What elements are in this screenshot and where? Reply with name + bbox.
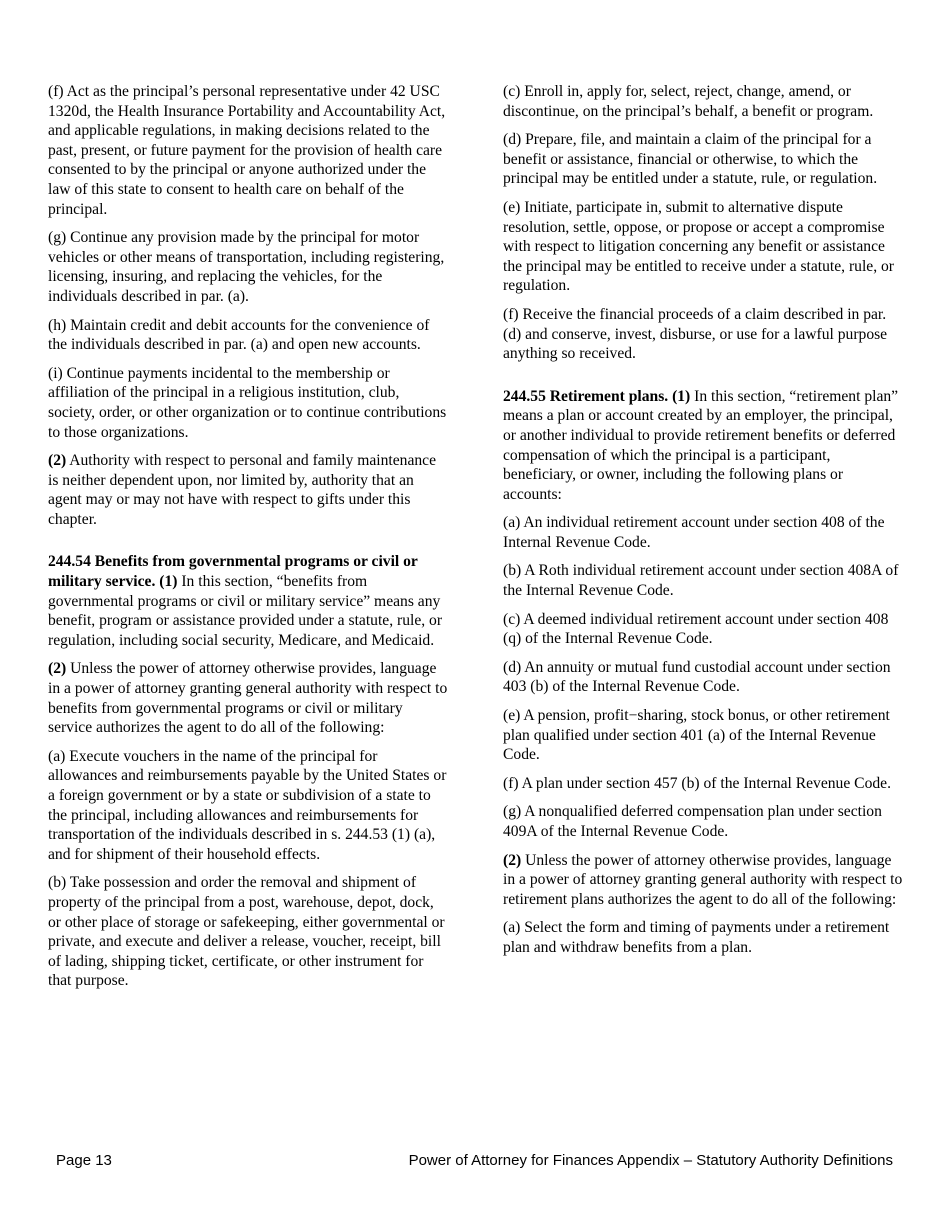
right-column bbox=[503, 82, 905, 967]
section-244-54-item-c: (c) Enroll in, apply for, select, reject, change, amend, or discontinue, on the principal’s behalf, a benefit or program. bbox=[503, 83, 874, 120]
section-244-54-item-a: (a) Execute vouchers in the name of the principal for allowances and reimbursements payable by the United States or a foreign government or by a state or subdivision of a state to the principal, including allowances and reimbursements for transportation of the individuals described in s. 244.53 (1) (a), and for shipment of their household effects. bbox=[48, 747, 447, 863]
section-244-54-item-f: (f) Receive the financial proceeds of a claim described in par. (d) and conserve, invest, disburse, or use for a lawful purpose anything so received. bbox=[503, 305, 888, 363]
section-244-54-item-d: (d) Prepare, file, and maintain a claim of the principal for a benefit or assistance, financial or otherwise, to which the principal may be entitled under a statute, rule, or regulation. bbox=[503, 131, 878, 188]
section-244-55-item-f: (f) A plan under section 457 (b) of the Internal Revenue Code. bbox=[503, 774, 891, 792]
section-244-55-item-b: (b) A Roth individual retirement account under section 408A of the Internal Revenue Code. bbox=[503, 562, 899, 600]
section-244-55-item-e: (e) A pension, profit−sharing, stock bonus, or other retirement plan qualified under section 401 (a) of the Internal Revenue Code. bbox=[503, 707, 890, 764]
section-244-55-intro bbox=[503, 387, 905, 505]
paragraph-f-personal-representative: (f) Act as the principal’s personal representative under 42 USC 1320d, the Health Insurance Portability and Accountability Act, and applicable regulations, in making decisions related to the past, present, or future payment for the provision of health care consented to by the principal or anyone authorized under the law of this state to consent to health care on behalf of the principal. bbox=[48, 83, 446, 218]
section-244-55-paragraph-2 bbox=[503, 851, 905, 910]
paragraph-text: In this section, “benefits from governmental programs or civil or military service” means any benefit, program or assistance provided under a statute, rule, or regulation, including social security, Medicare, and Medicaid. bbox=[48, 573, 443, 649]
section-244-54-item-e: (e) Initiate, participate in, submit to alternative dispute resolution, settle, oppose, or propose or accept a compromise with respect to litigation concerning any benefit or assistance the principal may be entitled to receive under a statute, rule, or regulation. bbox=[503, 198, 894, 295]
section-244-54-paragraph-2 bbox=[48, 659, 450, 737]
paragraph-g-motor-vehicles: (g) Continue any provision made by the principal for motor vehicles or other means of transportation, including registering, licensing, insuring, and replacing the vehicles, for the individuals described in par. (a). bbox=[48, 229, 445, 305]
paragraph-text: Unless the power of attorney otherwise provides, language in a power of attorney granting general authority with respect to retirement plans authorizes the agent to do all of the following: bbox=[503, 851, 903, 908]
section-244-55-item-d: (d) An annuity or mutual fund custodial account under section 403 (b) of the Internal Revenue Code. bbox=[503, 658, 891, 696]
section-244-54-intro bbox=[48, 552, 450, 650]
paragraph-text: Unless the power of attorney otherwise provides, language in a power of attorney granting general authority with respect to benefits from governmental programs or civil or military service authorizes the agent to do all of the following: bbox=[48, 660, 448, 737]
paragraph-i-membership-payments: (i) Continue payments incidental to the membership or affiliation of the principal in a religious institution, club, society, order, or other organization or to continue contributions to those organizations. bbox=[48, 364, 447, 441]
paragraph-text: Authority with respect to personal and family maintenance is neither dependent upon, nor limited by, authority that an agent may or may not have with respect to gifts under this chapter. bbox=[48, 452, 436, 528]
section-244-55-item-c: (c) A deemed individual retirement account under section 408 (q) of the Internal Revenue Code. bbox=[503, 610, 889, 648]
section-244-55-item-a: (a) An individual retirement account under section 408 of the Internal Revenue Code. bbox=[503, 514, 885, 551]
page-number: Page 13 bbox=[56, 1152, 112, 1169]
paragraph-text: In this section, “retirement plan” means a plan or account created by an employer, the principal, or another individual to provide retirement benefits or deferred compensation of which the principal is a participant, beneficiary, or owner, including the following plans or accounts: bbox=[503, 387, 899, 503]
section-heading-244-54: 244.54 Benefits from governmental programs or civil or military service. (1) bbox=[48, 553, 418, 591]
section-244-55-item-g: (g) A nonqualified deferred compensation plan under section 409A of the Internal Revenue Code. bbox=[503, 803, 882, 840]
subsection-number: (2) bbox=[48, 452, 67, 470]
subsection-number: (2) bbox=[48, 660, 67, 678]
section-244-55-2-item-a: (a) Select the form and timing of payments under a retirement plan and withdraw benefits from a plan. bbox=[503, 919, 890, 956]
document-title-footer: Power of Attorney for Finances Appendix – Statutory Authority Definitions bbox=[408, 1152, 893, 1169]
section-244-54-item-b: (b) Take possession and order the removal and shipment of property of the principal from a post, warehouse, depot, dock, or other place of storage or safekeeping, either governmental or private, and execute and deliver a release, voucher, receipt, bill of lading, shipping ticket, certificate, or other instrument for that purpose. bbox=[48, 874, 445, 990]
left-column bbox=[48, 82, 450, 1000]
section-heading-244-55: 244.55 Retirement plans. (1) bbox=[503, 387, 691, 405]
paragraph-h-credit-debit-accounts: (h) Maintain credit and debit accounts for the convenience of the individuals described in par. (a) and open new accounts. bbox=[48, 316, 430, 354]
paragraph-2-personal-family-maintenance bbox=[48, 451, 450, 529]
subsection-number: (2) bbox=[503, 851, 522, 869]
